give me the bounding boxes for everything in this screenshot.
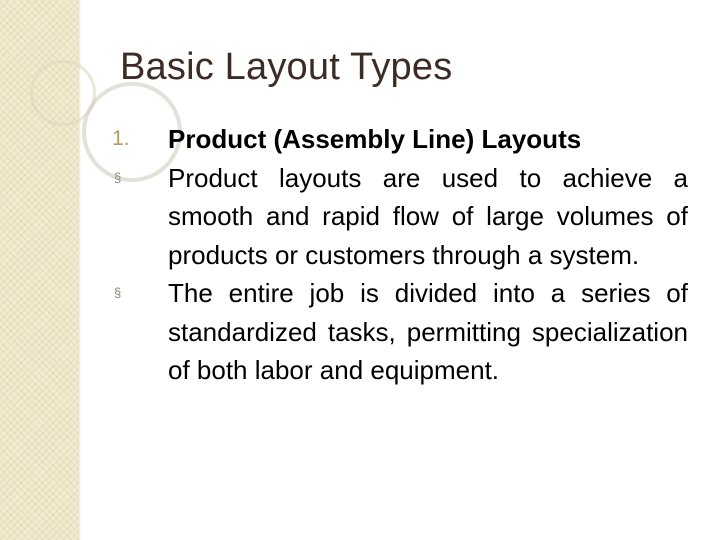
list-item-bullet <box>114 159 688 275</box>
square-bullet-icon: § <box>114 169 122 185</box>
slide-content <box>112 120 688 390</box>
list-number: 1. <box>112 127 130 150</box>
list-item-text: Product layouts are used to achieve a smooth and rapid flow of large volumes of products or customers through a system. <box>168 162 688 270</box>
list-item-text: The entire job is divided into a series of standardized tasks, permitting specialization of both labor and equipment. <box>168 278 688 385</box>
list-item-heading <box>112 120 688 159</box>
slide-title: Basic Layout Types <box>120 46 453 88</box>
list-item-bullet <box>114 274 688 390</box>
square-bullet-icon: § <box>114 285 122 300</box>
list-item-text: Product (Assembly Line) Layouts <box>168 124 582 154</box>
